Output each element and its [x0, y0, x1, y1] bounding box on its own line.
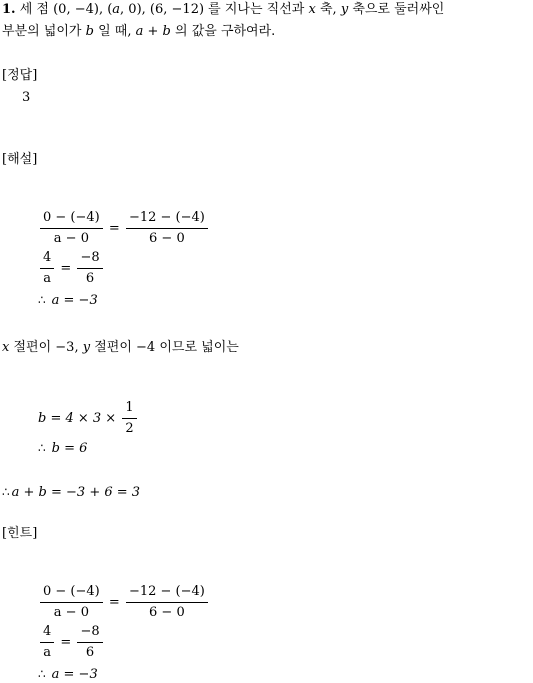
hint-heading: [힌트]	[2, 526, 38, 541]
hint-second-equation: $\frac{4}{a}$ = $\frac{-8}{6}$	[38, 624, 105, 661]
var-x: x	[308, 2, 316, 17]
solution-heading: [해설]	[2, 152, 38, 167]
var-a: a	[112, 2, 121, 17]
problem-text: 축,	[319, 2, 337, 17]
therefore-icon: ∴	[38, 293, 46, 307]
solution-final: ∴ a + b = −3 + 6 = 3	[2, 485, 141, 500]
therefore-icon: ∴	[2, 485, 10, 499]
expr-a-plus-b: a + b	[135, 24, 171, 39]
problem-text: 세 점 (0, −4), (	[19, 2, 113, 17]
fraction: $\frac{-8}{6}$	[77, 250, 102, 287]
problem-text: 축으로 둘러싸인	[352, 2, 445, 17]
answer-value: 3	[22, 90, 31, 105]
therefore-icon: ∴	[38, 667, 46, 681]
fraction: $\frac{4}{a}$	[40, 250, 54, 287]
solution-therefore-b: ∴ b = 6	[38, 441, 88, 456]
fraction: $\frac{0 - (-4)}{a - 0}$	[40, 210, 103, 247]
problem-text: 의 값을 구하여라.	[175, 24, 276, 39]
problem-number: 1.	[2, 2, 16, 17]
problem-text: 부분의 넓이가	[2, 24, 82, 39]
problem-text: 일 때,	[98, 24, 132, 39]
problem-line-2	[2, 24, 275, 40]
fraction: $\frac{4}{a}$	[40, 624, 54, 661]
var-y: y	[340, 2, 349, 17]
hint-slope-equation: $\frac{0 - (-4)}{a - 0}$ = $\frac{-12 - (-4)}{6 - 0}$	[38, 584, 210, 621]
fraction: $\frac{-12 - (-4)}{6 - 0}$	[126, 584, 208, 621]
hint-therefore-a: ∴ a = −3	[38, 667, 98, 682]
solution-therefore-a: ∴ a = −3	[38, 293, 98, 308]
fraction: $\frac{-12 - (-4)}{6 - 0}$	[126, 210, 208, 247]
fraction: $\frac{1}{2}$	[122, 400, 136, 437]
solution-second-equation: $\frac{4}{a}$ = $\frac{-8}{6}$	[38, 250, 105, 287]
solution-slope-equation: $\frac{0 - (-4)}{a - 0}$ = $\frac{-12 - (-4)}{6 - 0}$	[38, 210, 210, 247]
fraction: $\frac{-8}{6}$	[77, 624, 102, 661]
answer-heading: [정답]	[2, 68, 38, 83]
var-b: b	[85, 24, 94, 39]
therefore-icon: ∴	[38, 441, 46, 455]
problem-line-1	[2, 2, 444, 18]
solution-area-equation: b = 4 × 3 × $\frac{1}{2}$	[38, 400, 139, 437]
problem-text: , 0), (6, −12) 를 지나는 직선과	[120, 2, 305, 17]
fraction: $\frac{0 - (-4)}{a - 0}$	[40, 584, 103, 621]
solution-intercepts: x 절편이 −3, y 절편이 −4 이므로 넓이는	[2, 340, 239, 355]
